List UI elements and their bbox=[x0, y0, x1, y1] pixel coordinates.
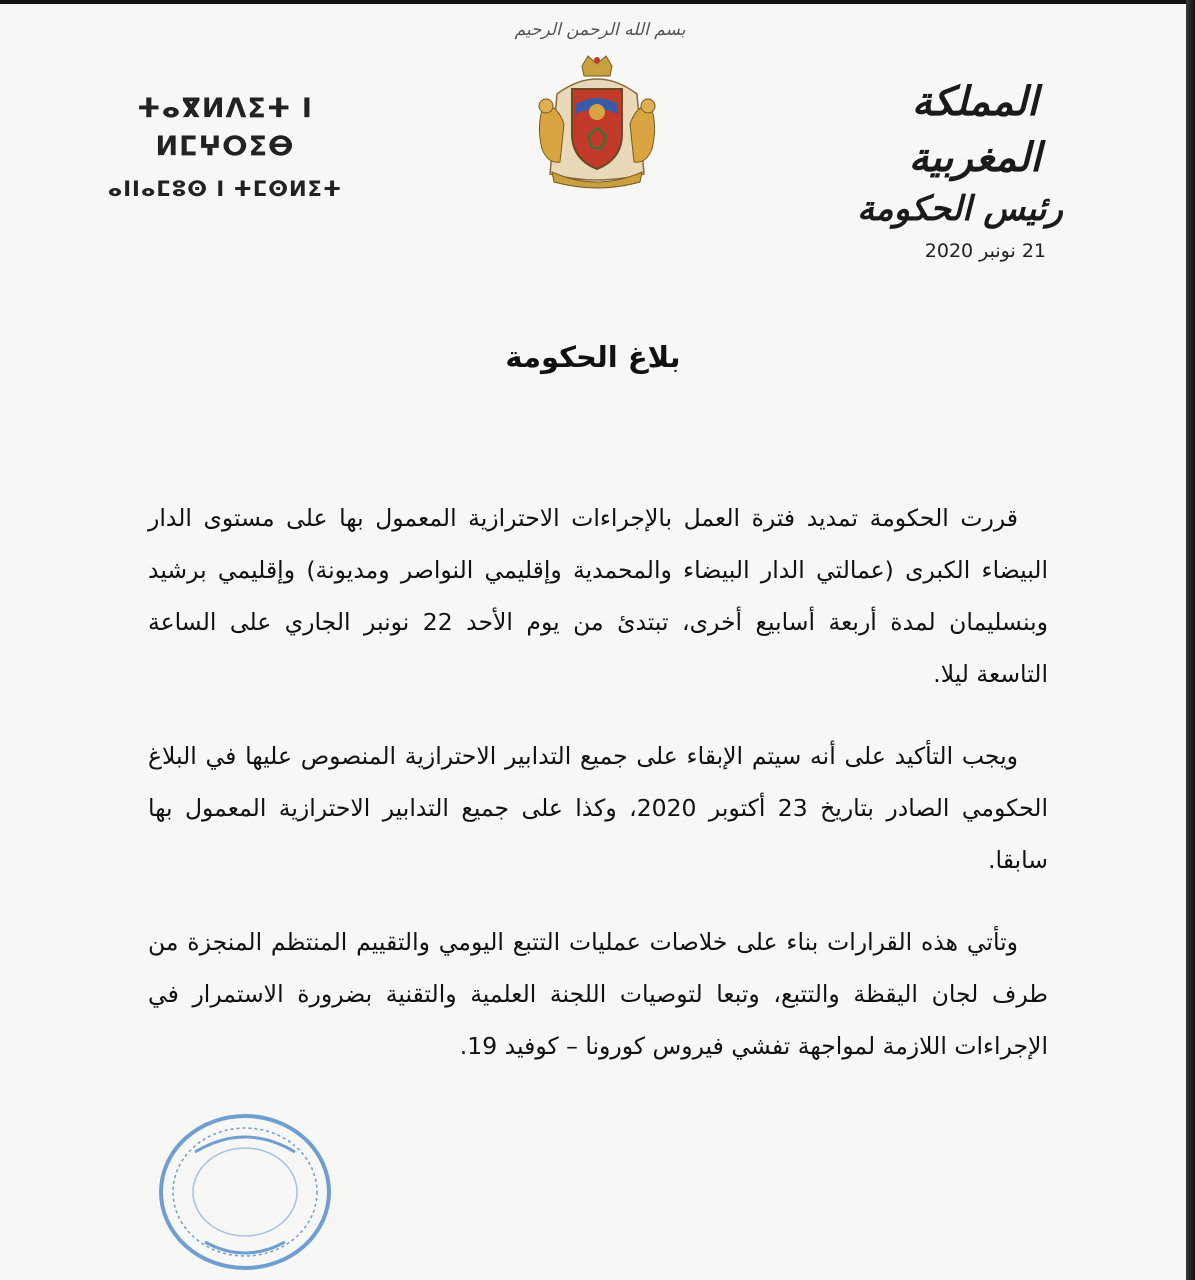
letter-page bbox=[0, 4, 1186, 1280]
tifinagh-kingdom-line: ⵜⴰⴳⵍⴷⵉⵜ ⵏ ⵍⵎⵖⵔⵉⴱ bbox=[137, 93, 313, 162]
paragraph: ويجب التأكيد على أنه سيتم الإبقاء على جميع التدابير الاحترازية المنصوص عليها في البلاغ الحكومي الصادر بتاريخ 23 أكتوبر 2020، وكذا على جميع التدابير الاحترازية المعمول بها سابقا. bbox=[148, 742, 1048, 874]
arabic-head-of-government-line: رئيس الحكومة bbox=[857, 189, 1063, 229]
arabic-header bbox=[850, 74, 1100, 232]
letter-date: 21 نونبر 2020 bbox=[924, 240, 1046, 262]
letter-body bbox=[148, 492, 1048, 1102]
official-stamp-icon bbox=[155, 1112, 335, 1272]
paragraph: وتأتي هذه القرارات بناء على خلاصات عمليات التتبع اليومي والتقييم المنتظم المنجزة من طرف لجان اليقظة والتتبع، وتبعا لتوصيات اللجنة العلمية والتقنية بضرورة الاستمرار في الإجراءات اللازمة لمواجهة تفشي فيروس كورونا – كوفيد 19. bbox=[148, 928, 1048, 1060]
basmala-calligraphy: بسم الله الرحمن الرحيم bbox=[514, 20, 686, 40]
paragraph: قررت الحكومة تمديد فترة العمل بالإجراءات الاحترازية المعمول بها على مستوى الدار البيضاء الكبرى (عمالتي الدار البيضاء والمحمدية وإقليمي النواصر ومديونة) وإقليمي برشيد وبنسليمان لمدة أربعة أسابيع أخرى، تبتدئ من يوم الأحد 22 نونبر الجاري على الساعة التاسعة ليلا. bbox=[148, 504, 1048, 688]
tifinagh-head-of-government-line: ⴰⵏⵏⴰⵎⵓⵙ ⵏ ⵜⵎⵙⵍⵉⵜ bbox=[107, 177, 343, 201]
arabic-kingdom-line: المملكة المغربية bbox=[908, 78, 1042, 181]
letter-title: بلاغ الحكومة bbox=[505, 340, 681, 374]
photo-border-right bbox=[1186, 0, 1195, 1280]
tifinagh-header bbox=[95, 90, 355, 206]
coat-of-arms-icon bbox=[522, 54, 672, 194]
